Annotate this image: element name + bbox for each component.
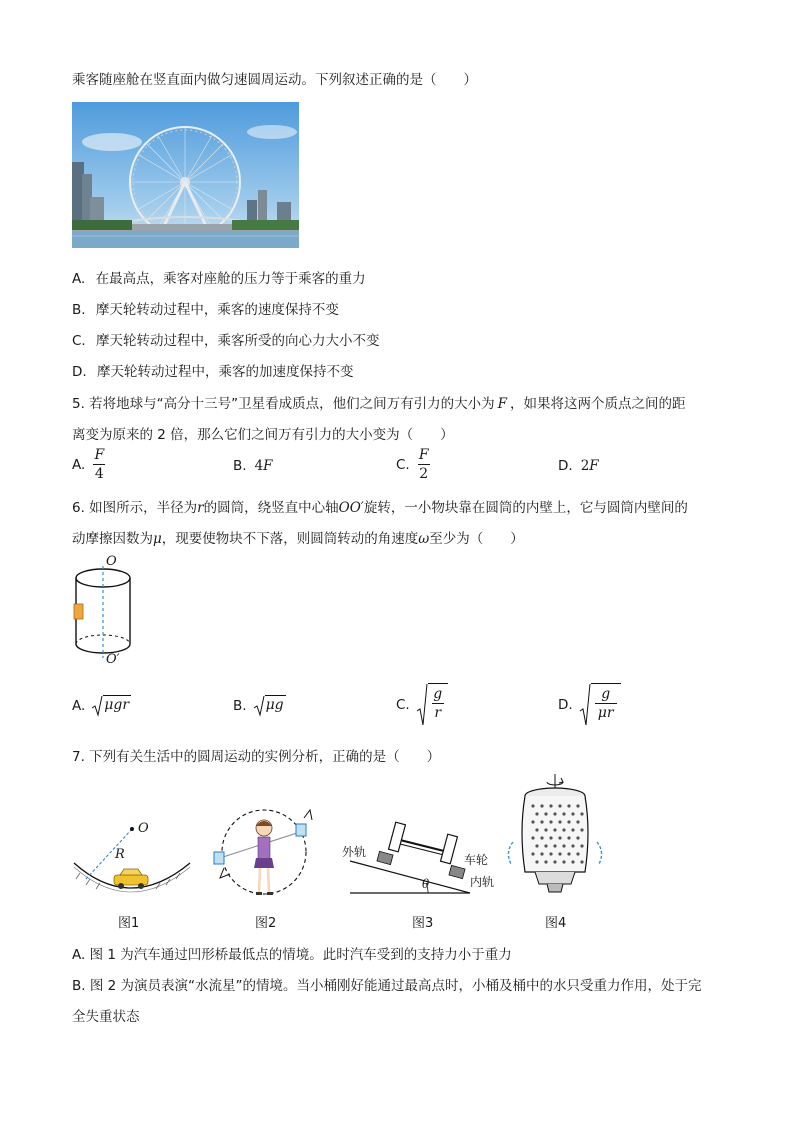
- drum-hole: [562, 828, 565, 831]
- drum-hole: [580, 844, 583, 847]
- q6-stem-line1: [72, 496, 688, 516]
- q5-var-f: F: [497, 396, 508, 412]
- q5-option-c-fraction: [418, 447, 430, 482]
- q7-option-b-line2: 全失重状态: [72, 1009, 140, 1025]
- q5-option-d: [558, 458, 599, 474]
- q4-option-c-text: 摩天轮转动过程中，乘客所受的向心力大小不变: [96, 333, 380, 349]
- drum-hole: [540, 804, 543, 807]
- drum-hole: [558, 852, 561, 855]
- q6-option-d: [558, 683, 621, 727]
- q5-option-b: [233, 458, 273, 474]
- q6-stem-line2: [72, 527, 524, 547]
- drum-hole: [580, 812, 583, 815]
- bucket-left: [214, 852, 224, 864]
- q5-option-a: [72, 447, 105, 482]
- q4-option-a: [72, 267, 366, 287]
- drum-hole: [571, 860, 574, 863]
- drum-hole: [540, 836, 543, 839]
- q4-stem: 乘客随座舱在竖直面内做匀速圆周运动。下列叙述正确的是（ ）: [72, 72, 477, 88]
- fig3-rails: [340, 815, 500, 897]
- q5-option-a-den: 4: [94, 466, 104, 482]
- q6-option-b-sqrt: [253, 695, 286, 717]
- drum-hole: [567, 852, 570, 855]
- drum-hole: [535, 812, 538, 815]
- drum-hole: [544, 860, 547, 863]
- fig2-performer: [210, 808, 320, 900]
- q7-option-a: A. 图 1 为汽车通过凹形桥最低点的情境。此时汽车受到的支持力小于重力: [72, 947, 512, 963]
- axis-bottom-label: O′: [106, 652, 120, 667]
- drum-hole: [553, 828, 556, 831]
- drum-hole: [576, 836, 579, 839]
- drum-hole: [567, 804, 570, 807]
- drum-hole: [540, 852, 543, 855]
- q7-stem: 7. 下列有关生活中的圆周运动的实例分析，正确的是（ ）: [72, 749, 441, 765]
- q6-option-a-expr: μgr: [103, 695, 131, 717]
- fig3-wheel-label: 车轮: [464, 853, 489, 867]
- drum-hole: [553, 844, 556, 847]
- q6-text-b: 的圆筒，绕竖直中心轴: [203, 500, 339, 516]
- fig1-car-bridge: [70, 815, 195, 895]
- drum-hole: [549, 804, 552, 807]
- fig3-inner-label: 内轨: [470, 875, 495, 889]
- fig3-theta-label: θ: [422, 877, 430, 891]
- fig4-caption: 图4: [545, 916, 567, 931]
- q6-option-b-expr: μg: [265, 695, 286, 717]
- q6-text-f: 至少为（ ）: [429, 531, 524, 547]
- q6-option-d-fraction: [591, 683, 621, 727]
- q5-option-c-num: F: [418, 447, 429, 463]
- fig4-spin-drum: [505, 772, 605, 900]
- q4-option-b-text: 摩天轮转动过程中，乘客的速度保持不变: [95, 302, 339, 318]
- q6-var-r: r: [197, 500, 204, 516]
- q5-option-a-key: A.: [72, 456, 86, 473]
- q5-text-b: ，如果将这两个质点之间的距: [510, 396, 686, 412]
- drum-hole: [535, 828, 538, 831]
- q5-stem-line1: [72, 392, 686, 412]
- q6-option-a: [72, 695, 131, 717]
- q6-option-b-key: B.: [233, 698, 247, 714]
- drum-hole: [544, 812, 547, 815]
- drum-hole: [549, 820, 552, 823]
- fig1-label-o: O: [138, 821, 149, 836]
- q6-option-b: [233, 695, 286, 717]
- q4-option-b-key: B.: [72, 302, 86, 318]
- block-shape: [74, 604, 83, 619]
- drum-hole: [580, 860, 583, 863]
- drum-hole: [558, 820, 561, 823]
- q5-option-d-key: D.: [558, 458, 573, 474]
- fig1-caption: 图1: [118, 916, 140, 931]
- q6-axis: OO′: [338, 500, 364, 516]
- drum-hole: [535, 860, 538, 863]
- q4-option-a-key: A.: [72, 271, 86, 287]
- drum-hole: [549, 852, 552, 855]
- q6-option-d-num: g: [601, 686, 611, 702]
- q6-option-c: [396, 683, 448, 727]
- drum-hole: [571, 828, 574, 831]
- q6-option-c-fraction: [428, 683, 448, 727]
- q6-option-d-den: μr: [597, 705, 614, 721]
- q6-var-omega: ω: [418, 531, 430, 547]
- q6-option-d-sqrt: [579, 683, 621, 727]
- drum-hole: [531, 836, 534, 839]
- q6-option-c-den: r: [434, 705, 442, 721]
- drum-hole: [558, 804, 561, 807]
- q4-option-c: [72, 329, 380, 349]
- q5-option-a-fraction: [93, 447, 105, 482]
- drum-hole: [571, 844, 574, 847]
- q5-option-b-var: F: [263, 458, 273, 474]
- drum-hole: [540, 820, 543, 823]
- cylinder-figure: [70, 554, 140, 670]
- drum-hole: [562, 844, 565, 847]
- drum-hole: [544, 828, 547, 831]
- q4-option-d-text: 摩天轮转动过程中，乘客的加速度保持不变: [96, 364, 354, 380]
- drum-hole: [531, 852, 534, 855]
- drum-hole: [576, 804, 579, 807]
- drum-hole: [544, 844, 547, 847]
- q4-option-b: [72, 298, 339, 318]
- drum-hole: [562, 812, 565, 815]
- q5-option-c: [396, 447, 430, 482]
- q4-option-c-key: C.: [72, 333, 86, 349]
- q4-option-a-text: 在最高点，乘客对座舱的压力等于乘客的重力: [95, 271, 366, 287]
- fig1-label-r: R: [115, 847, 125, 862]
- drum-hole: [549, 836, 552, 839]
- q5-option-b-coef: 4: [254, 458, 264, 474]
- drum-hole: [567, 820, 570, 823]
- q6-option-c-num: g: [433, 686, 443, 702]
- q6-option-c-key: C.: [396, 697, 410, 713]
- q4-option-d: [72, 360, 353, 380]
- q5-option-d-coef: 2: [580, 458, 590, 474]
- q6-text-e: ，现要使物块不下落，则圆筒转动的角速度: [161, 531, 419, 547]
- q6-option-a-sqrt: [91, 695, 131, 717]
- q6-text-d: 动摩擦因数为: [72, 531, 153, 547]
- rail-wheel-right: [441, 834, 458, 864]
- drum-hole: [576, 820, 579, 823]
- bucket-right: [296, 824, 306, 836]
- drum-hole: [531, 820, 534, 823]
- drum-hole: [531, 804, 534, 807]
- rail-wheel-left: [389, 822, 406, 852]
- q5-option-c-den: 2: [419, 466, 429, 482]
- q6-text-a: 6. 如图所示，半径为: [72, 500, 198, 516]
- drum-hole: [553, 860, 556, 863]
- q5-text-a: 5. 若将地球与“高分十三号”卫星看成质点，他们之间万有引力的大小为: [72, 396, 495, 412]
- drum-hole: [558, 836, 561, 839]
- drum-hole: [562, 860, 565, 863]
- q7-option-b-line1: B. 图 2 为演员表演“水流星”的情境。当小桶刚好能通过最高点时，小桶及桶中的水只受重力作用，处于完: [72, 978, 702, 994]
- q5-option-d-var: F: [589, 458, 599, 474]
- drum-hole: [535, 844, 538, 847]
- ferris-wheel-photo: [72, 102, 299, 248]
- q6-option-d-key: D.: [558, 697, 573, 713]
- q5-option-c-key: C.: [396, 456, 410, 473]
- fig2-caption: 图2: [255, 916, 277, 931]
- drum-hole: [571, 812, 574, 815]
- drum-hole: [580, 828, 583, 831]
- q6-option-c-sqrt: [416, 683, 448, 727]
- q6-text-c: 旋转，一小物块靠在圆筒的内壁上，它与圆筒内壁间的: [363, 500, 688, 516]
- fig3-outer-label: 外轨: [342, 845, 367, 859]
- axis-top-label: O: [106, 554, 117, 569]
- q5-option-a-num: F: [94, 447, 105, 463]
- q5-stem-line2: 离变为原来的 2 倍，那么它们之间万有引力的大小变为（ ）: [72, 427, 454, 443]
- q6-var-mu: μ: [153, 531, 162, 547]
- drum-hole: [567, 836, 570, 839]
- q6-option-a-key: A.: [72, 698, 86, 714]
- car-body: [114, 875, 148, 885]
- drum-hole: [553, 812, 556, 815]
- q5-option-b-key: B.: [233, 458, 247, 474]
- drum-hole: [576, 852, 579, 855]
- q4-option-d-key: D.: [72, 364, 87, 380]
- fig3-caption: 图3: [412, 916, 434, 931]
